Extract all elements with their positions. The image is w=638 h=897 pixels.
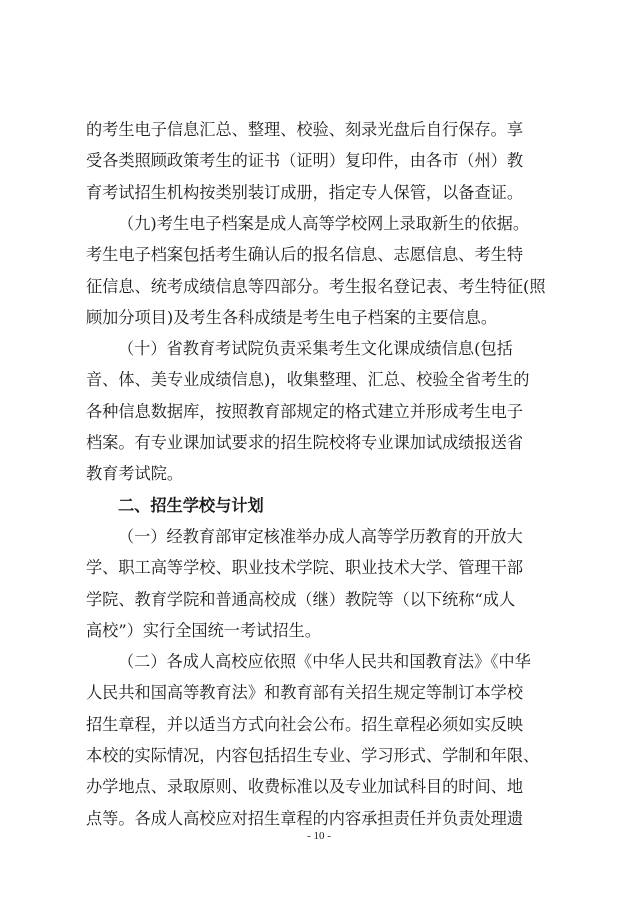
text-line: 办学地点、录取原则、收费标准以及专业加试科目的时间、地 bbox=[86, 777, 524, 797]
text-line: 教育考试院。 bbox=[86, 464, 184, 484]
text-line: 顾加分项目)及考生各科成绩是考生电子档案的主要信息。 bbox=[86, 307, 498, 327]
text-line: 音、体、美专业成绩信息)，收集整理、汇总、校验全省考生的 bbox=[86, 370, 530, 390]
text-line: 学院、教育学院和普通高校成（继）教院等（以下统称“成人 bbox=[86, 589, 516, 609]
text-line: 招生章程，并以适当方式向社会公布。招生章程必须如实反映 bbox=[86, 714, 524, 734]
text-line: 档案。有专业课加试要求的招生院校将专业课加试成绩报送省 bbox=[86, 433, 524, 452]
paragraph-start-line: （十）省教育考试院负责采集考生文化课成绩信息(包括 bbox=[118, 339, 513, 359]
text-line: 考生电子档案包括考生确认后的报名信息、志愿信息、考生特 bbox=[86, 245, 524, 265]
text-line: 本校的实际情况，内容包括招生专业、学习形式、学制和年限、 bbox=[86, 746, 540, 765]
text-line: 人民共和国高等教育法》和教育部有关招生规定等制订本学校 bbox=[86, 683, 524, 703]
section-heading: 二、招生学校与计划 bbox=[118, 495, 264, 515]
page-number: - 10 - bbox=[307, 830, 331, 842]
text-line: 育考试招生机构按类别装订成册，指定专人保管，以备查证。 bbox=[86, 182, 524, 202]
text-line: 学、职工高等学校、职业技术学院、职业技术大学、管理干部 bbox=[86, 558, 524, 578]
text-line: 各种信息数据库，按照教育部规定的格式建立并形成考生电子 bbox=[86, 401, 524, 421]
paragraph-start-line: （二）各成人高校应依照《中华人民共和国教育法》《中华 bbox=[118, 652, 531, 672]
paragraph-start-line: （一）经教育部审定核准举办成人高等学历教育的开放大 bbox=[118, 526, 523, 546]
text-line: 受各类照顾政策考生的证书（证明）复印件，由各市（州）教 bbox=[86, 151, 524, 171]
text-line: 高校”）实行全国统一考试招生。 bbox=[86, 620, 321, 640]
paragraph-start-line: （九)考生电子档案是成人高等学校网上录取新生的依据。 bbox=[118, 213, 530, 233]
text-line: 点等。各成人高校应对招生章程的内容承担责任并负责处理遗 bbox=[86, 808, 524, 828]
text-line: 征信息、统考成绩信息等四部分。考生报名登记表、考生特征(照 bbox=[86, 276, 546, 296]
text-line: 的考生电子信息汇总、整理、校验、刻录光盘后自行保存。享 bbox=[86, 120, 524, 139]
